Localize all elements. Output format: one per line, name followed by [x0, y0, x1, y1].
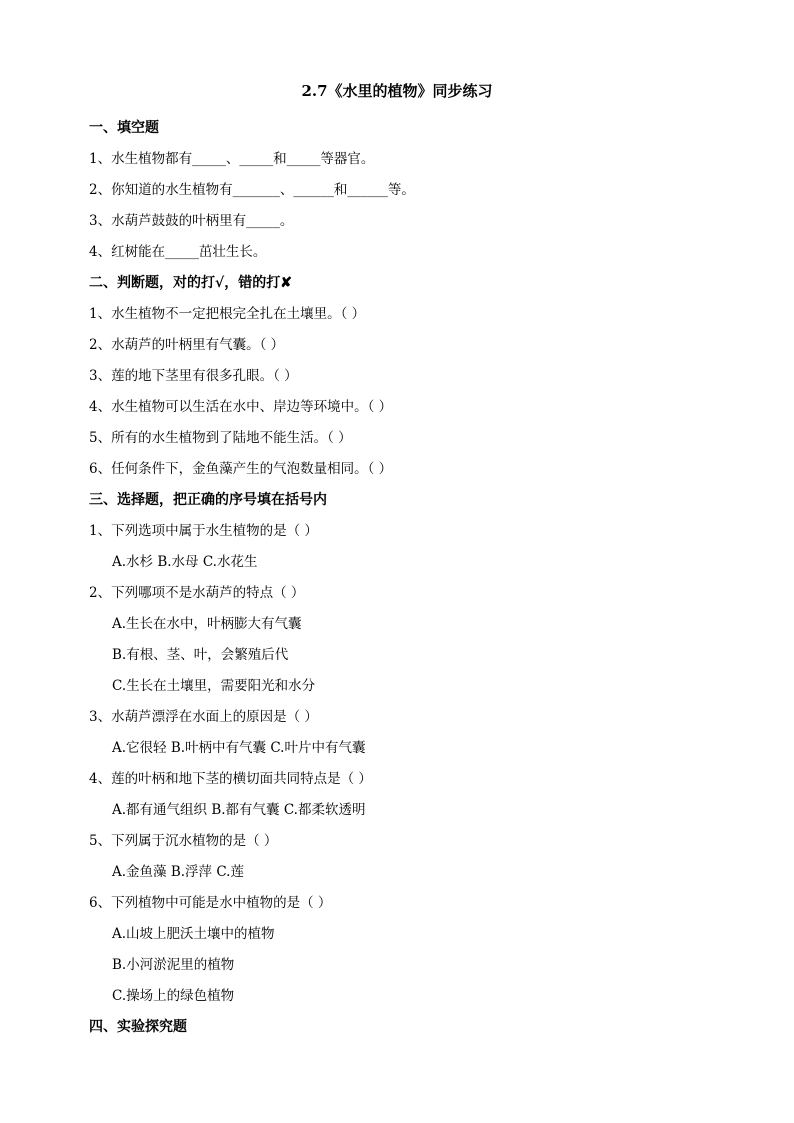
section-heading-multiple-choice: 三、选择题，把正确的序号填在括号内: [89, 492, 327, 508]
true-false-question-1: 1、水生植物不一定把根完全扎在土壤里。（ ）: [89, 306, 366, 322]
section-heading-true-false: 二、判断题，对的打√，错的打✘: [89, 275, 292, 291]
true-false-question-2: 2、水葫芦的叶柄里有气囊。（ ）: [89, 337, 285, 353]
true-false-question-5: 5、所有的水生植物到了陆地不能生活。（ ）: [89, 430, 352, 446]
choice-question-6-option-b: B.小河淤泥里的植物: [112, 957, 235, 973]
fill-blank-question-2: 2、你知道的水生植物有_______、______和______等。: [89, 182, 415, 198]
choice-question-5: 5、下列属于沉水植物的是（ ）: [89, 833, 278, 849]
worksheet-content: [89, 113, 709, 1043]
true-false-question-6: 6、任何条件下，金鱼藻产生的气泡数量相同。（ ）: [89, 461, 393, 477]
section-heading-experiment: 四、实验探究题: [89, 1019, 187, 1035]
choice-question-1: 1、下列选项中属于水生植物的是（ ）: [89, 523, 318, 539]
choice-question-5-options: A.金鱼藻 B.浮萍 C.莲: [112, 864, 244, 880]
choice-question-6-option-c: C.操场上的绿色植物: [112, 988, 235, 1004]
choice-question-2-option-c: C.生长在土壤里，需要阳光和水分: [112, 678, 316, 694]
section-heading-fill-blank: 一、填空题: [89, 120, 159, 136]
choice-question-3-options: A.它很轻 B.叶柄中有气囊 C.叶片中有气囊: [112, 740, 366, 756]
choice-question-4: 4、莲的叶柄和地下茎的横切面共同特点是（ ）: [89, 771, 372, 787]
true-false-question-3: 3、莲的地下茎里有很多孔眼。（ ）: [89, 368, 298, 384]
choice-question-6: 6、下列植物中可能是水中植物的是（ ）: [89, 895, 332, 911]
choice-question-2-option-b: B.有根、茎、叶，会繁殖后代: [112, 647, 289, 663]
fill-blank-question-4: 4、红树能在_____茁壮生长。: [89, 244, 267, 260]
choice-question-2: 2、下列哪项不是水葫芦的特点（ ）: [89, 585, 305, 601]
true-false-question-4: 4、水生植物可以生活在水中、岸边等环境中。（ ）: [89, 399, 393, 415]
fill-blank-question-1: 1、水生植物都有_____、_____和_____等器官。: [89, 151, 375, 167]
page-title: 2.7《水里的植物》同步练习: [301, 82, 493, 100]
choice-question-4-options: A.都有通气组织 B.都有气囊 C.都柔软透明: [112, 802, 366, 818]
choice-question-1-options: A.水杉 B.水母 C.水花生: [112, 554, 258, 570]
choice-question-6-option-a: A.山坡上肥沃土壤中的植物: [112, 926, 275, 942]
choice-question-3: 3、水葫芦漂浮在水面上的原因是（ ）: [89, 709, 318, 725]
choice-question-2-option-a: A.生长在水中，叶柄膨大有气囊: [112, 616, 302, 632]
fill-blank-question-3: 3、水葫芦鼓鼓的叶柄里有_____。: [89, 213, 294, 229]
